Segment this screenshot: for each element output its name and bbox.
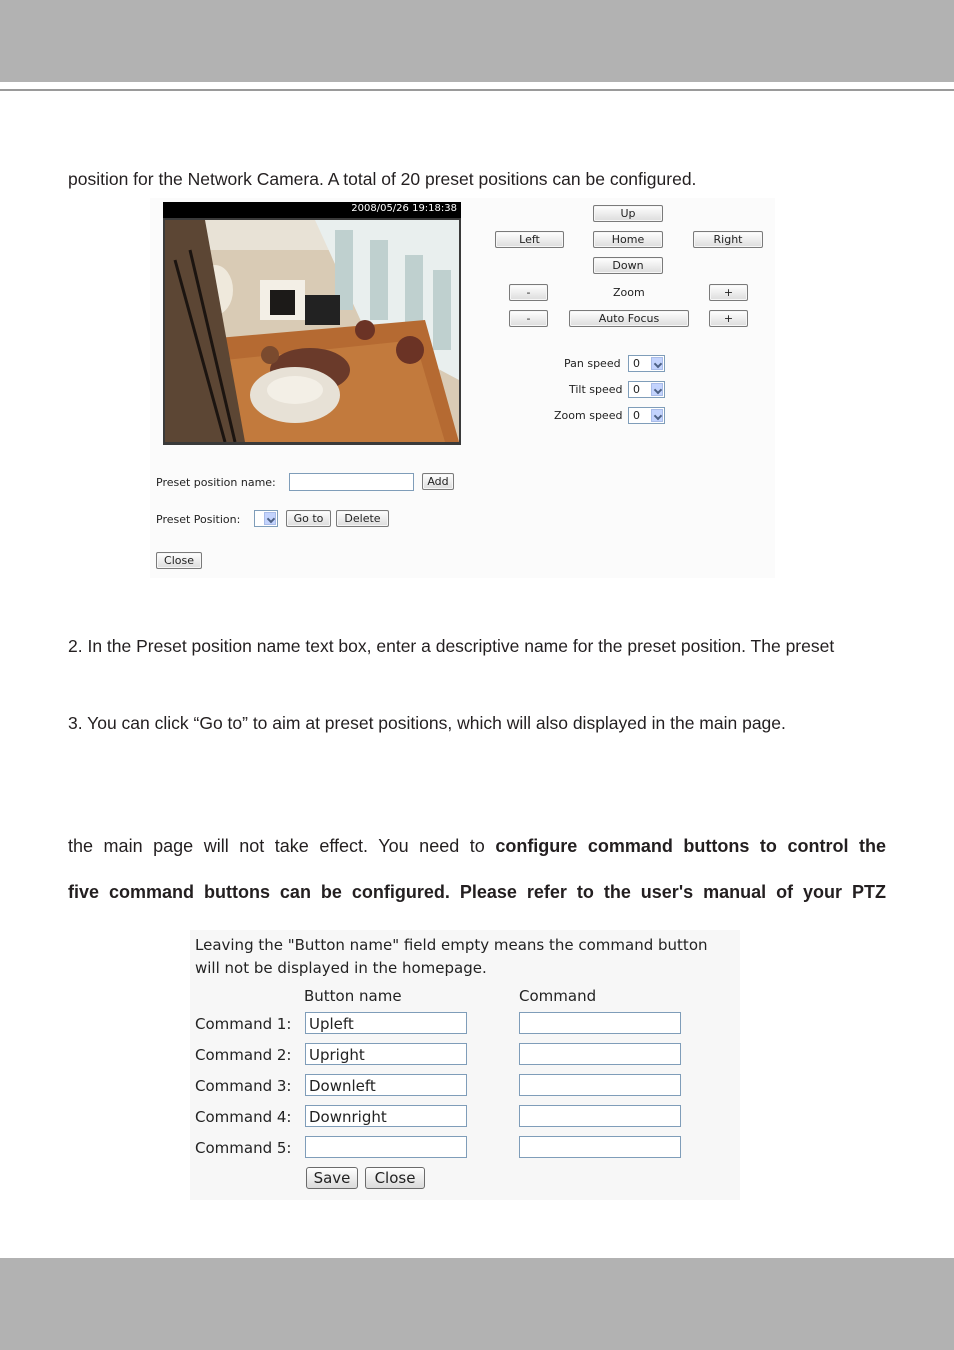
command-4-label: Command 4: [195,1108,292,1126]
note-line-1: Leaving the "Button name" field empty means the command button [195,936,708,954]
zoom-in-button[interactable]: + [709,284,748,301]
tilt-speed-label: Tilt speed [569,383,623,396]
auto-focus-button[interactable]: Auto Focus [569,310,689,327]
preset-name-label: Preset position name: [156,476,276,489]
command-4-name-input[interactable]: Downright [305,1105,467,1127]
paragraph-command-limit: five command buttons can be configured. Please refer to the user's manual of your PTZ [68,882,886,902]
command-intro-bold: configure command buttons to control the [495,836,886,856]
command-5-name-input[interactable] [305,1136,467,1158]
zoom-out-button[interactable]: - [509,284,548,301]
command-1-command-input[interactable] [519,1012,681,1034]
pan-speed-label: Pan speed [564,357,621,370]
up-button[interactable]: Up [593,205,663,222]
focus-far-button[interactable]: + [709,310,748,327]
left-button[interactable]: Left [495,231,564,248]
zoom-speed-select[interactable] [628,407,665,424]
camera-view [163,202,461,445]
add-preset-button[interactable]: Add [422,473,454,490]
delete-preset-button[interactable]: Delete [336,510,389,527]
command-5-label: Command 5: [195,1139,292,1157]
camera-live-image [165,220,459,442]
right-button[interactable]: Right [693,231,763,248]
paragraph-preset-intro: position for the Network Camera. A total of 20 preset positions can be configured. [68,169,697,189]
command-1-name-input[interactable]: Upleft [305,1012,467,1034]
command-2-name-input[interactable]: Upright [305,1043,467,1065]
chevron-down-icon [651,409,663,422]
paragraph-step-3: 3. You can click “Go to” to aim at preset positions, which will also displayed in the main page. [68,713,786,733]
tilt-speed-value: 0 [633,383,640,396]
chevron-down-icon [651,383,663,396]
command-4-command-input[interactable] [519,1105,681,1127]
save-button[interactable]: Save [306,1167,358,1189]
preset-position-select[interactable] [254,510,278,527]
header-band [0,0,954,82]
command-intro-plain: the main page will not take effect. You need to [68,836,496,856]
pan-speed-value: 0 [633,357,640,370]
pan-speed-select[interactable] [628,355,665,372]
camera-caption-bar [163,202,461,218]
zoom-speed-value: 0 [633,409,640,422]
command-5-command-input[interactable] [519,1136,681,1158]
zoom-speed-label: Zoom speed [554,409,623,422]
command-1-label: Command 1: [195,1015,292,1033]
home-button[interactable]: Home [593,231,663,248]
close-button[interactable]: Close [156,552,202,569]
paragraph-command-intro [68,836,886,857]
close-button[interactable]: Close [365,1167,425,1189]
note-line-2: will not be displayed in the homepage. [195,959,487,977]
camera-timestamp: 2008/05/26 19:18:38 [351,203,457,214]
header-rule [0,89,954,91]
tilt-speed-select[interactable] [628,381,665,398]
chevron-down-icon [651,357,663,370]
footer-band [0,1258,954,1350]
button-name-header: Button name [304,987,402,1005]
preset-position-label: Preset Position: [156,513,241,526]
paragraph-step-2: 2. In the Preset position name text box, enter a descriptive name for the preset position. The preset [68,636,835,656]
focus-near-button[interactable]: - [509,310,548,327]
command-2-label: Command 2: [195,1046,292,1064]
command-3-command-input[interactable] [519,1074,681,1096]
down-button[interactable]: Down [593,257,663,274]
command-buttons-screenshot [190,930,740,1200]
preset-name-input[interactable] [289,473,414,491]
chevron-down-icon [264,512,276,525]
ptz-preset-screenshot [150,198,775,578]
command-header: Command [519,987,597,1005]
command-3-name-input[interactable]: Downleft [305,1074,467,1096]
goto-button[interactable]: Go to [286,510,331,527]
command-2-command-input[interactable] [519,1043,681,1065]
zoom-label: Zoom [613,286,645,299]
command-3-label: Command 3: [195,1077,292,1095]
